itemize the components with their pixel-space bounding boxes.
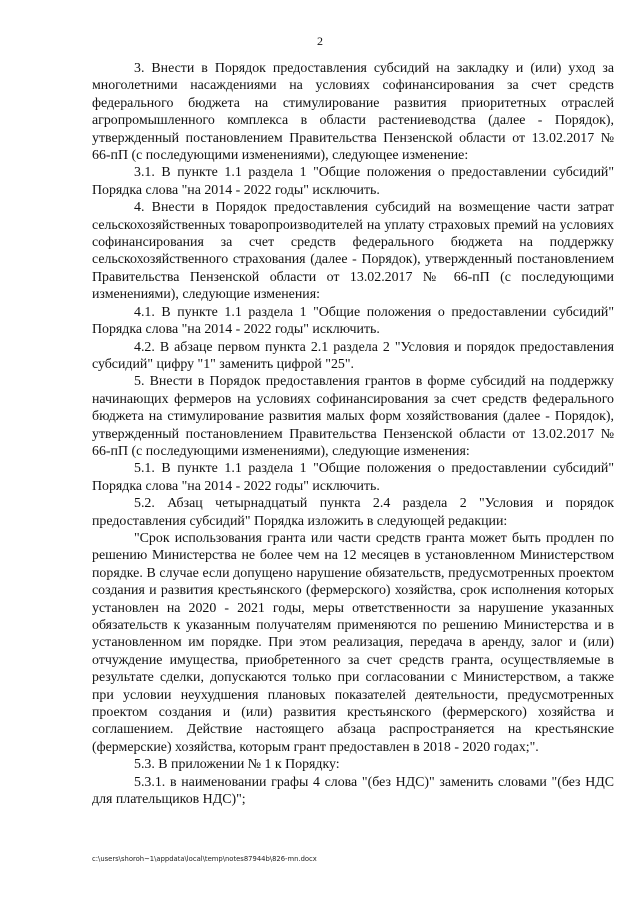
document-body — [92, 60, 614, 808]
page-number: 2 — [317, 34, 323, 48]
paragraph-4-1: 4.1. В пункте 1.1 раздела 1 "Общие положения о предоставлении субсидий" Порядка слова "на 2014 - 2022 годы" исключить. — [92, 304, 614, 338]
footer-file-path: c:\users\shoroh~1\appdata\local\temp\notes87944b\826-mn.docx — [92, 855, 317, 863]
paragraph-3: 3. Внести в Порядок предоставления субсидий на закладку и (или) уход за многолетними насаждениями на условиях софинансирования за счет средств федерального бюджета на стимулирование развития приоритетных отраслей агропромышленного комплекса в области растениеводства (далее - Порядок), утвержденный постановлением Правительства Пензенской области от 13.02.2017 № 66-пП (с последующими изменениями), следующее изменение: — [92, 61, 614, 164]
paragraph-quoted-text: "Срок использования гранта или части средств гранта может быть продлен по решению Министерства не более чем на 12 месяцев в установленном Министерством порядке. В случае если допущено нарушение обязательств, предусмотренных проектом создания и развития крестьянского (фермерского) хозяйства, срок исполнения которых установлен на 2020 - 2021 годы, меры ответственности за нарушение указанных обязательств к указанным получателям применяются по решению Министерства и в установленном им порядке. При этом реализация, передача в аренду, залог и (или) отчуждение имущества, приобретенного за счет средств гранта, осуществляемые в результате сделки, допускаются только при согласовании с Министерством, а также при условии неухудшения плановых показателей деятельности, предусмотренных проектом создания и (или) развития крестьянского (фермерского) хозяйства и соглашением. Действие настоящего абзаца распространяется на крестьянские (фермерские) хозяйства, которым грант предоставлен в 2018 - 2020 годах;". — [92, 530, 614, 755]
paragraph-5-1: 5.1. В пункте 1.1 раздела 1 "Общие положения о предоставлении субсидий" Порядка слова "на 2014 - 2022 годы" исключить. — [92, 461, 614, 494]
paragraph-5-2: 5.2. Абзац четырнадцатый пункта 2.4 раздела 2 "Условия и порядок предоставления субсидий" Порядка изложить в следующей редакции: — [92, 496, 614, 529]
paragraph-5-3-1: 5.3.1. в наименовании графы 4 слова "(без НДС)" заменить словами "(без НДС для плательщиков НДС)"; — [92, 774, 614, 808]
paragraph-3-1: 3.1. В пункте 1.1 раздела 1 "Общие положения о предоставлении субсидий" Порядка слова "на 2014 - 2022 годы" исключить. — [92, 165, 614, 198]
paragraph-4-2: 4.2. В абзаце первом пункта 2.1 раздела 2 "Условия и порядок предоставления субсидий" цифру "1" заменить цифрой "25". — [92, 339, 614, 372]
paragraph-5-3: 5.3. В приложении № 1 к Порядку: — [134, 757, 340, 773]
paragraph-4: 4. Внести в Порядок предоставления субсидий на возмещение части затрат сельскохозяйственных товаропроизводителей на уплату страховых премий на условиях софинансирования за счет средств федерального бюджета на поддержку сельскохозяйственного страхования (далее - Порядок), утвержденный постановлением Правительства Пензенской области от 13.02.2017 № 66-пП (с последующими изменениями), следующие изменения: — [92, 200, 614, 303]
paragraph-5: 5. Внести в Порядок предоставления грантов в форме субсидий на поддержку начинающих фермеров на условиях софинансирования за счет средств федерального бюджета на стимулирование развития малых форм хозяйствования (далее - Порядок), утвержденный постановлением Правительства Пензенской области от 13.02.2017 № 66-пП (с последующими изменениями), следующие изменения: — [92, 374, 614, 459]
